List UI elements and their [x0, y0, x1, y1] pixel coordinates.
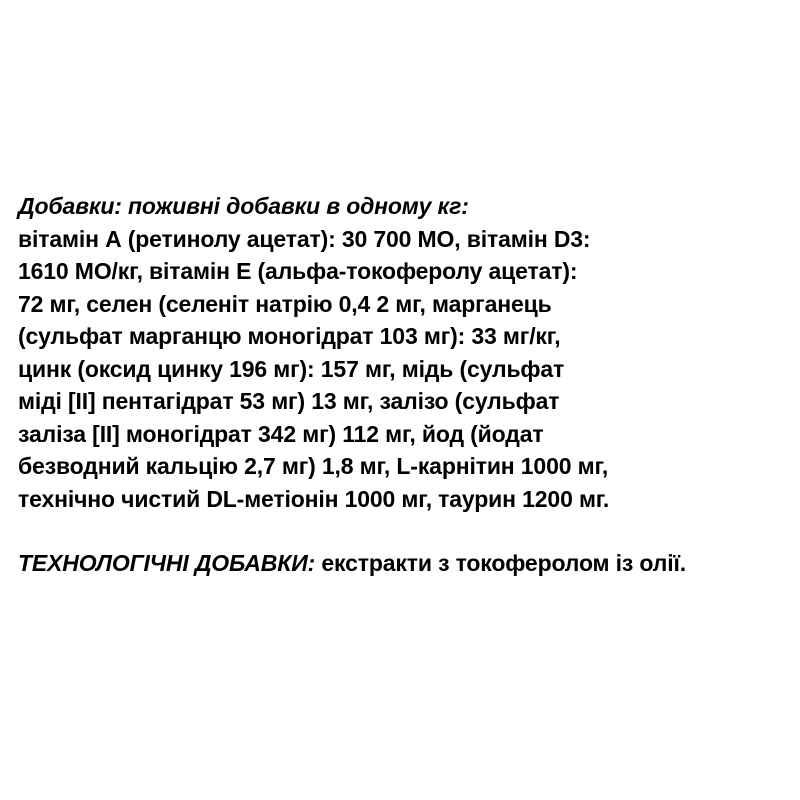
- paragraph-gap: [18, 515, 794, 547]
- nutritional-additives-heading: Добавки: поживні добавки в одному кг:: [18, 193, 469, 219]
- additives-line-4: (сульфат марганцю моногідрат 103 мг): 33 мг/кг,: [18, 323, 561, 349]
- technological-additives-label: ТЕХНОЛОГІЧНІ ДОБАВКИ:: [18, 550, 316, 576]
- additives-line-8: безводний кальцію 2,7 мг) 1,8 мг, L-карнітин 1000 мг,: [18, 453, 609, 479]
- technological-additives-line: [18, 547, 794, 580]
- additives-line-2: 1610 МО/кг, вітамін Е (альфа-токоферолу ацетат):: [18, 258, 578, 284]
- additives-line-7: заліза [II] моногідрат 342 мг) 112 мг, йод (йодат: [18, 420, 544, 447]
- additives-line-1: вітамін А (ретинолу ацетат): 30 700 МО, вітамін D3:: [18, 225, 591, 252]
- additives-line-5: цинк (оксид цинку 196 мг): 157 мг, мідь (сульфат: [18, 355, 565, 382]
- additives-line-3: 72 мг, селен (селеніт натрію 0,4 2 мг, марганець: [18, 290, 552, 317]
- technological-additives-text: екстракти з токоферолом із олії.: [315, 550, 687, 576]
- additives-line-6: міді [II] пентагідрат 53 мг) 13 мг, залізо (сульфат: [18, 388, 560, 414]
- ingredients-text-block: [18, 190, 794, 580]
- additives-line-9: технічно чистий DL-метіонін 1000 мг, таурин 1200 мг.: [18, 485, 610, 512]
